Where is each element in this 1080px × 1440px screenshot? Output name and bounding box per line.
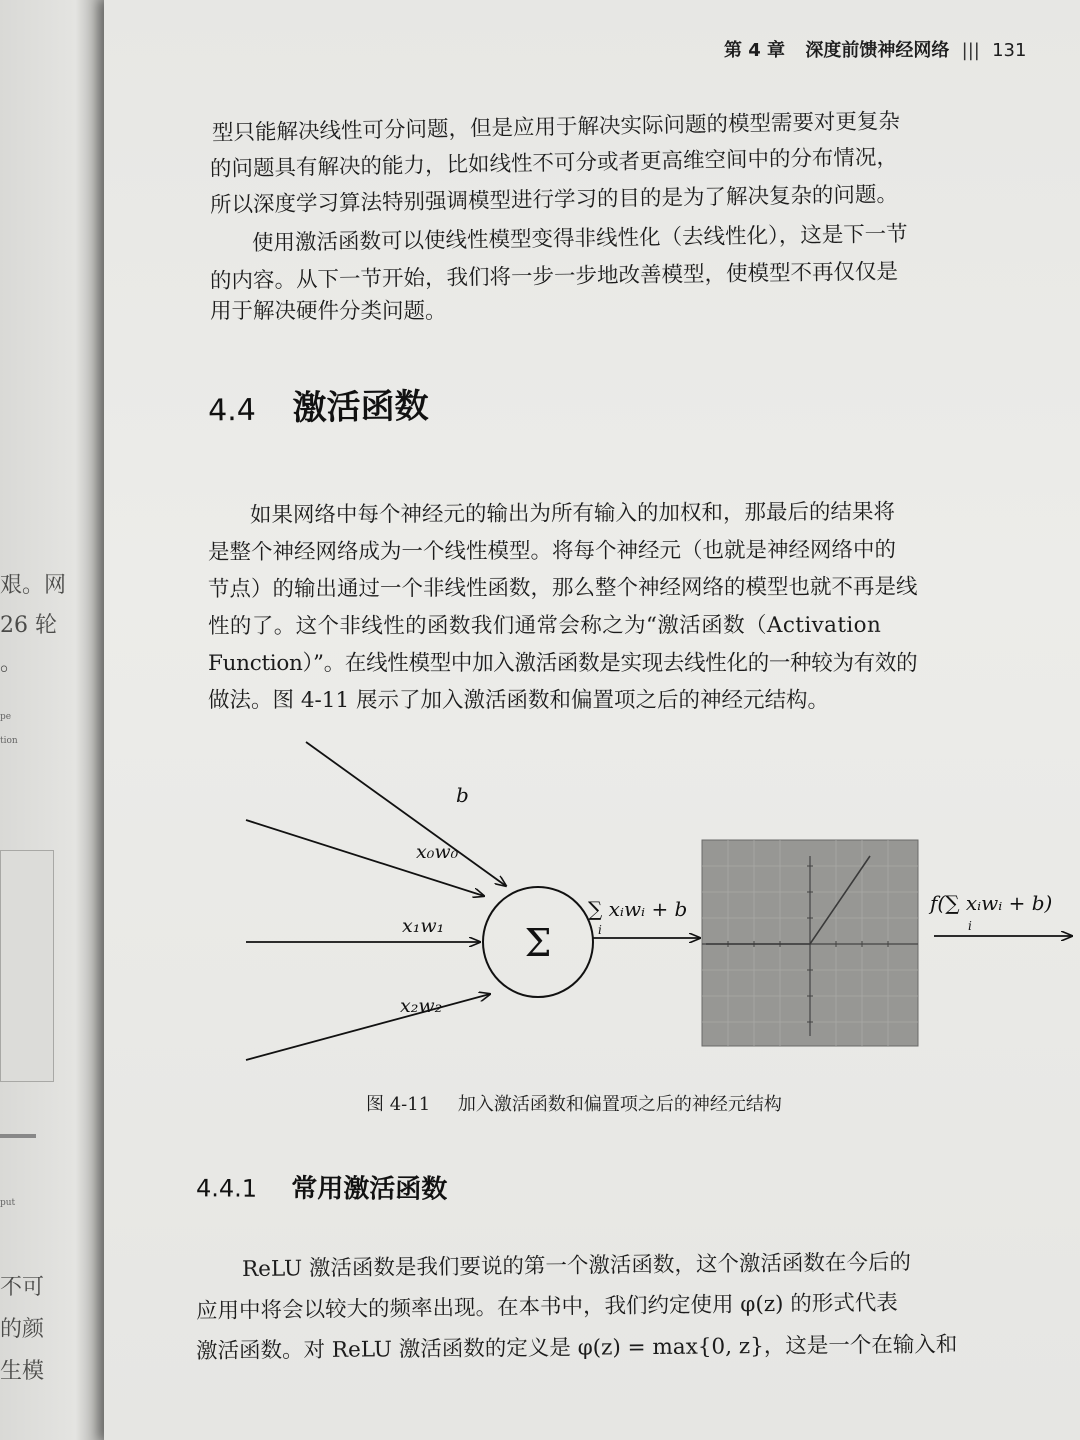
header-separator: ||| bbox=[961, 40, 980, 61]
figure-number: 图 4-11 bbox=[366, 1094, 431, 1115]
facing-page-text: pe bbox=[0, 712, 12, 722]
body-text-line: 使用激活函数可以使线性模型变得非线性化（去线性化），这是下一节 bbox=[251, 221, 908, 256]
facing-page-rule bbox=[0, 1134, 36, 1138]
subsection-number: 4.4.1 bbox=[195, 1174, 258, 1203]
section-number: 4.4 bbox=[207, 392, 257, 429]
facing-page-text: 。 bbox=[0, 651, 23, 676]
facing-page-text: 生模 bbox=[0, 1359, 45, 1384]
body-text-line: 激活函数。对 ReLU 激活函数的定义是 φ(z) = max{0, z}，这是一个在输入和 bbox=[195, 1332, 958, 1364]
label-bias: b bbox=[456, 783, 469, 807]
facing-page-text: 26 轮 bbox=[0, 613, 57, 638]
relu-plot bbox=[702, 840, 918, 1046]
facing-page-text: 艰。网 bbox=[0, 573, 67, 598]
sum-symbol: Σ bbox=[524, 921, 552, 965]
facing-page-figure bbox=[0, 850, 54, 1082]
body-text-line: 的问题具有解决的能力，比如线性不可分或者更高维空间中的分布情况， bbox=[209, 144, 899, 182]
neuron-figure bbox=[244, 730, 1053, 1070]
body-text-line: Function）”。在线性模型中加入激活函数是实现去线性化的一种较为有效的 bbox=[208, 651, 918, 676]
label-x2w2: x₂w₂ bbox=[400, 995, 443, 1017]
facing-page-text: put bbox=[0, 1198, 16, 1208]
facing-page-text: 不可 bbox=[0, 1275, 45, 1300]
label-x1w1: x₁w₁ bbox=[402, 915, 445, 937]
book-page bbox=[104, 0, 1080, 1440]
body-text-line: 如果网络中每个神经元的输出为所有输入的加权和，那最后的结果将 bbox=[249, 499, 896, 528]
facing-page-text: tion bbox=[0, 736, 18, 746]
figure-caption-text: 加入激活函数和偏置项之后的神经元结构 bbox=[457, 1094, 782, 1115]
sum-label: ∑ xᵢwᵢ + b bbox=[588, 897, 688, 921]
chapter-title: 深度前馈神经网络 bbox=[805, 40, 950, 61]
section-title: 激活函数 bbox=[292, 386, 429, 429]
figure-caption bbox=[366, 1090, 782, 1116]
body-text-line: 的内容。从下一节开始，我们将一步一步地改善模型，使模型不再仅仅是 bbox=[209, 259, 899, 294]
body-text-line: ReLU 激活函数是我们要说的第一个激活函数，这个激活函数在今后的 bbox=[241, 1249, 912, 1282]
facing-page bbox=[0, 0, 108, 1440]
output-label: f(∑ xᵢwᵢ + b) bbox=[930, 891, 1053, 915]
input-arrow-bias bbox=[306, 742, 506, 886]
body-text-line: 是整个神经网络成为一个线性模型。将每个神经元（也就是神经网络中的 bbox=[207, 537, 897, 565]
body-text-line: 用于解决硬件分类问题。 bbox=[210, 299, 447, 324]
body-text-line: 所以深度学习算法特别强调模型进行学习的目的是为了解决复杂的问题。 bbox=[209, 182, 899, 218]
page-number: 131 bbox=[992, 40, 1027, 61]
body-text-line: 性的了。这个非线性的函数我们通常会称之为“激活函数（Activation bbox=[207, 612, 882, 639]
output-subscript: i bbox=[968, 919, 972, 933]
chapter-number: 第 4 章 bbox=[724, 40, 786, 61]
section-heading bbox=[208, 378, 429, 430]
body-text-line: 节点）的输出通过一个非线性函数，那么整个神经网络的模型也就不再是线 bbox=[207, 574, 918, 602]
body-text-line: 做法。图 4-11 展示了加入激活函数和偏置项之后的神经元结构。 bbox=[208, 688, 829, 713]
sum-subscript: i bbox=[598, 923, 602, 937]
input-arrow-x2 bbox=[246, 994, 490, 1060]
subsection-title: 常用激活函数 bbox=[291, 1173, 448, 1205]
subsection-heading bbox=[196, 1167, 448, 1205]
facing-page-text: 的颜 bbox=[0, 1317, 45, 1342]
running-header bbox=[724, 36, 1026, 62]
body-text-line: 应用中将会以较大的频率出现。在本书中，我们约定使用 φ(z) 的形式代表 bbox=[195, 1290, 898, 1324]
body-text-line: 型只能解决线性可分问题，但是应用于解决实际问题的模型需要对更复杂 bbox=[211, 108, 901, 146]
label-x0w0: x₀w₀ bbox=[416, 841, 459, 863]
